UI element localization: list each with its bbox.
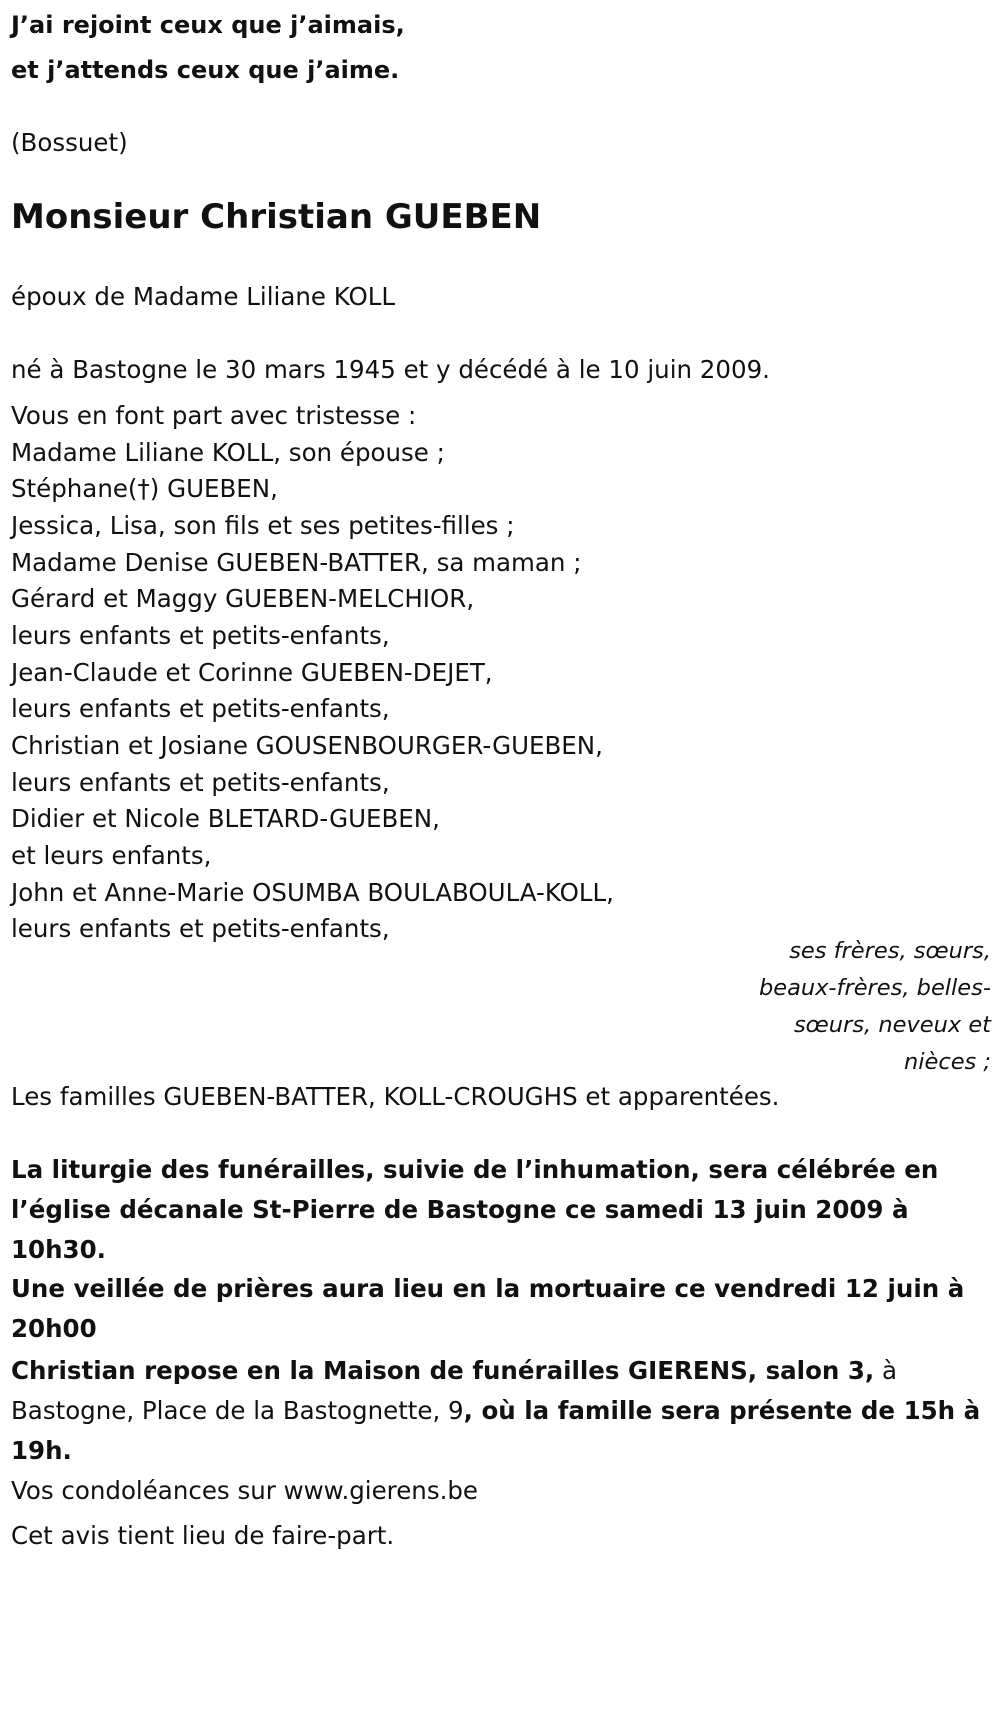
family-line: Madame Liliane KOLL, son épouse ; [11, 438, 445, 467]
rest-paragraph [11, 1351, 986, 1471]
epigraph-author: (Bossuet) [11, 128, 128, 157]
condolences-line: Vos condoléances sur www.gierens.be [11, 1476, 478, 1505]
family-line: Madame Denise GUEBEN-BATTER, sa maman ; [11, 548, 582, 577]
family-line: John et Anne-Marie OSUMBA BOULABOULA-KOLL, [11, 878, 614, 907]
epigraph-line-1: J’ai rejoint ceux que j’aimais, [11, 11, 405, 39]
family-line: leurs enfants et petits-enfants, [11, 694, 390, 723]
funeral-paragraph: La liturgie des funérailles, suivie de l’inhumation, sera célébrée en l’église décanale St-Pierre de Bastogne ce samedi 13 juin 2009 à 10h30. [11, 1155, 939, 1264]
spouse-line: époux de Madame Liliane KOLL [11, 282, 396, 311]
epigraph-line-2: et j’attends ceux que j’aime. [11, 56, 400, 84]
family-line: Jean-Claude et Corinne GUEBEN-DEJET, [11, 658, 493, 687]
family-line: Jessica, Lisa, son fils et ses petites-filles ; [11, 511, 515, 540]
vigil-paragraph: Une veillée de prières aura lieu en la mortuaire ce vendredi 12 juin à 20h00 [11, 1274, 965, 1343]
rest-paragraph-address: à Bastogne, Place de la Bastognette, 9 [11, 1356, 898, 1425]
siblings-note-line: ses frères, sœurs, [789, 938, 991, 964]
rest-paragraph-bold-end: , où la famille sera présente de 15h à 19h. [11, 1396, 981, 1465]
birth-death-line: né à Bastogne le 30 mars 1945 et y décédé à le 10 juin 2009. [11, 355, 770, 384]
family-line: leurs enfants et petits-enfants, [11, 768, 390, 797]
siblings-note-line: nièces ; [903, 1049, 991, 1075]
family-line: et leurs enfants, [11, 841, 212, 870]
siblings-note [691, 933, 991, 1081]
deceased-name: Monsieur Christian GUEBEN [11, 197, 542, 237]
family-line: leurs enfants et petits-enfants, [11, 621, 390, 650]
siblings-note-line: beaux-frères, belles- [758, 975, 991, 1001]
family-line: Christian et Josiane GOUSENBOURGER-GUEBEN, [11, 731, 603, 760]
family-line: Stéphane(†) GUEBEN, [11, 474, 278, 503]
family-line: Didier et Nicole BLETARD-GUEBEN, [11, 804, 440, 833]
family-intro: Vous en font part avec tristesse : [11, 401, 417, 430]
siblings-note-line: sœurs, neveux et [793, 1012, 991, 1038]
family-line: Gérard et Maggy GUEBEN-MELCHIOR, [11, 584, 475, 613]
family-line: leurs enfants et petits-enfants, [11, 914, 390, 943]
families-line: Les familles GUEBEN-BATTER, KOLL-CROUGHS et apparentées. [11, 1082, 780, 1111]
rest-paragraph-bold-start: Christian repose en la Maison de funérailles GIERENS, salon 3, [11, 1356, 875, 1385]
notice-line: Cet avis tient lieu de faire-part. [11, 1521, 395, 1550]
